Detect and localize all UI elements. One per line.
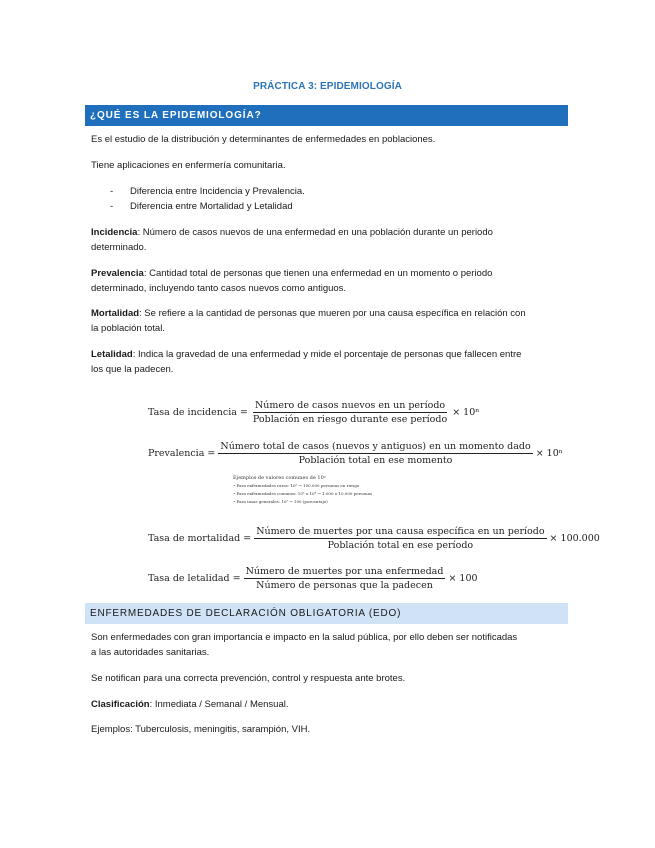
formula-fraction (244, 566, 446, 591)
formula-fraction (254, 526, 546, 551)
note-text: Para enfermedades raras: 10⁵ → 100.000 personas en riesgo (236, 483, 360, 488)
definition-text: : Indica la gravedad de una enfermedad y mide el porcentaje de personas que fallecen entre (132, 349, 522, 360)
definition-text: : Cantidad total de personas que tienen una enfermedad en un momento o periodo (143, 268, 493, 279)
definition-incidencia (91, 225, 565, 255)
classification-text: : Inmediata / Semanal / Mensual. (149, 699, 289, 710)
formula-denominator: Población total en ese período (327, 540, 474, 551)
formula-lhs: Prevalencia = (148, 448, 216, 459)
formula-notes (233, 474, 372, 506)
intro-paragraph: Es el estudio de la distribución y determinantes de enfermedades en poblaciones. (91, 134, 436, 145)
definition-term: Incidencia (91, 227, 138, 238)
list-item: - Diferencia entre Mortalidad y Letalidad (110, 201, 293, 212)
formula-numerator: Número total de casos (nuevos y antiguos) en un momento dado (220, 441, 531, 452)
definition-term: Prevalencia (91, 268, 144, 279)
formula-numerator: Número de casos nuevos en un período (254, 400, 446, 411)
definition-text: determinado, incluyendo tanto casos nuevos como antiguos. (91, 283, 347, 294)
formula-multiplier: × 10ⁿ (535, 448, 563, 459)
formula-denominator: Población en riesgo durante ese período (252, 414, 448, 425)
paragraph-text: a las autoridades sanitarias. (91, 647, 210, 658)
definition-mortalidad (91, 306, 565, 336)
formula-multiplier: × 100.000 (549, 533, 600, 544)
formula-fraction (251, 400, 449, 425)
formula-prevalencia (148, 441, 563, 466)
formula-numerator: Número de muertes por una enfermedad (245, 566, 444, 577)
section-heading-edo: ENFERMEDADES DE DECLARACIÓN OBLIGATORIA (EDO) (85, 603, 568, 624)
definition-term: Mortalidad (91, 308, 140, 319)
formula-lhs: Tasa de incidencia = (148, 407, 248, 418)
page-title: PRÁCTICA 3: EPIDEMIOLOGÍA (253, 81, 402, 92)
formula-multiplier: × 10ⁿ (452, 407, 480, 418)
formula-mortalidad (148, 526, 600, 551)
examples-paragraph: Ejemplos: Tuberculosis, meningitis, sarampión, VIH. (91, 724, 311, 735)
formula-numerator: Número de muertes por una causa específica en un período (256, 526, 545, 537)
applications-paragraph: Tiene aplicaciones en enfermería comunitaria. (91, 160, 286, 171)
note-text: Para tasas generales: 10² → 100 (porcentaje) (236, 499, 328, 504)
definition-text: la población total. (91, 323, 165, 334)
list-item-text: Diferencia entre Incidencia y Prevalencia. (130, 186, 305, 197)
note-item: • Para enfermedades raras: 10⁵ → 100.000 personas en riesgo (233, 483, 360, 488)
formula-lhs: Tasa de mortalidad = (148, 533, 252, 544)
definition-term: Letalidad (91, 349, 133, 360)
note-item: • Para tasas generales: 10² → 100 (porcentaje) (233, 499, 328, 504)
formula-letalidad (148, 566, 478, 591)
definition-letalidad (91, 347, 565, 377)
definition-prevalencia (91, 266, 565, 296)
list-item-text: Diferencia entre Mortalidad y Letalidad (130, 201, 293, 212)
formula-denominator: Número de personas que la padecen (256, 580, 433, 591)
definition-text: : Número de casos nuevos de una enfermedad en una población durante un periodo (137, 227, 493, 238)
classification-paragraph (91, 697, 565, 712)
definition-text: : Se refiere a la cantidad de personas que mueren por una causa específica en relación con (139, 308, 526, 319)
formula-multiplier: × 100 (448, 573, 478, 584)
list-item: - Diferencia entre Incidencia y Prevalencia. (110, 186, 305, 197)
formula-incidencia (148, 400, 479, 425)
notification-paragraph: Se notifican para una correcta prevención, control y respuesta ante brotes. (91, 673, 406, 684)
formula-fraction (218, 441, 532, 466)
formula-lhs: Tasa de letalidad = (148, 573, 241, 584)
note-item: • Para enfermedades comunes: 10³ o 10⁴ → 1.000 o 10.000 personas (233, 491, 373, 496)
formula-denominator: Población total en ese momento (298, 455, 453, 466)
notes-heading: Ejemplos de valores comunes de 10ⁿ (233, 475, 326, 481)
edo-paragraph (91, 630, 565, 660)
paragraph-text: Son enfermedades con gran importancia e impacto en la salud pública, por ello deben ser notificadas (91, 632, 518, 643)
definition-text: determinado. (91, 242, 147, 253)
section-heading-epidemiologia: ¿QUÉ ES LA EPIDEMIOLOGÍA? (85, 105, 568, 126)
note-text: Para enfermedades comunes: 10³ o 10⁴ → 1.000 o 10.000 personas (236, 491, 373, 496)
definition-text: los que la padecen. (91, 364, 174, 375)
classification-term: Clasificación (91, 699, 150, 710)
